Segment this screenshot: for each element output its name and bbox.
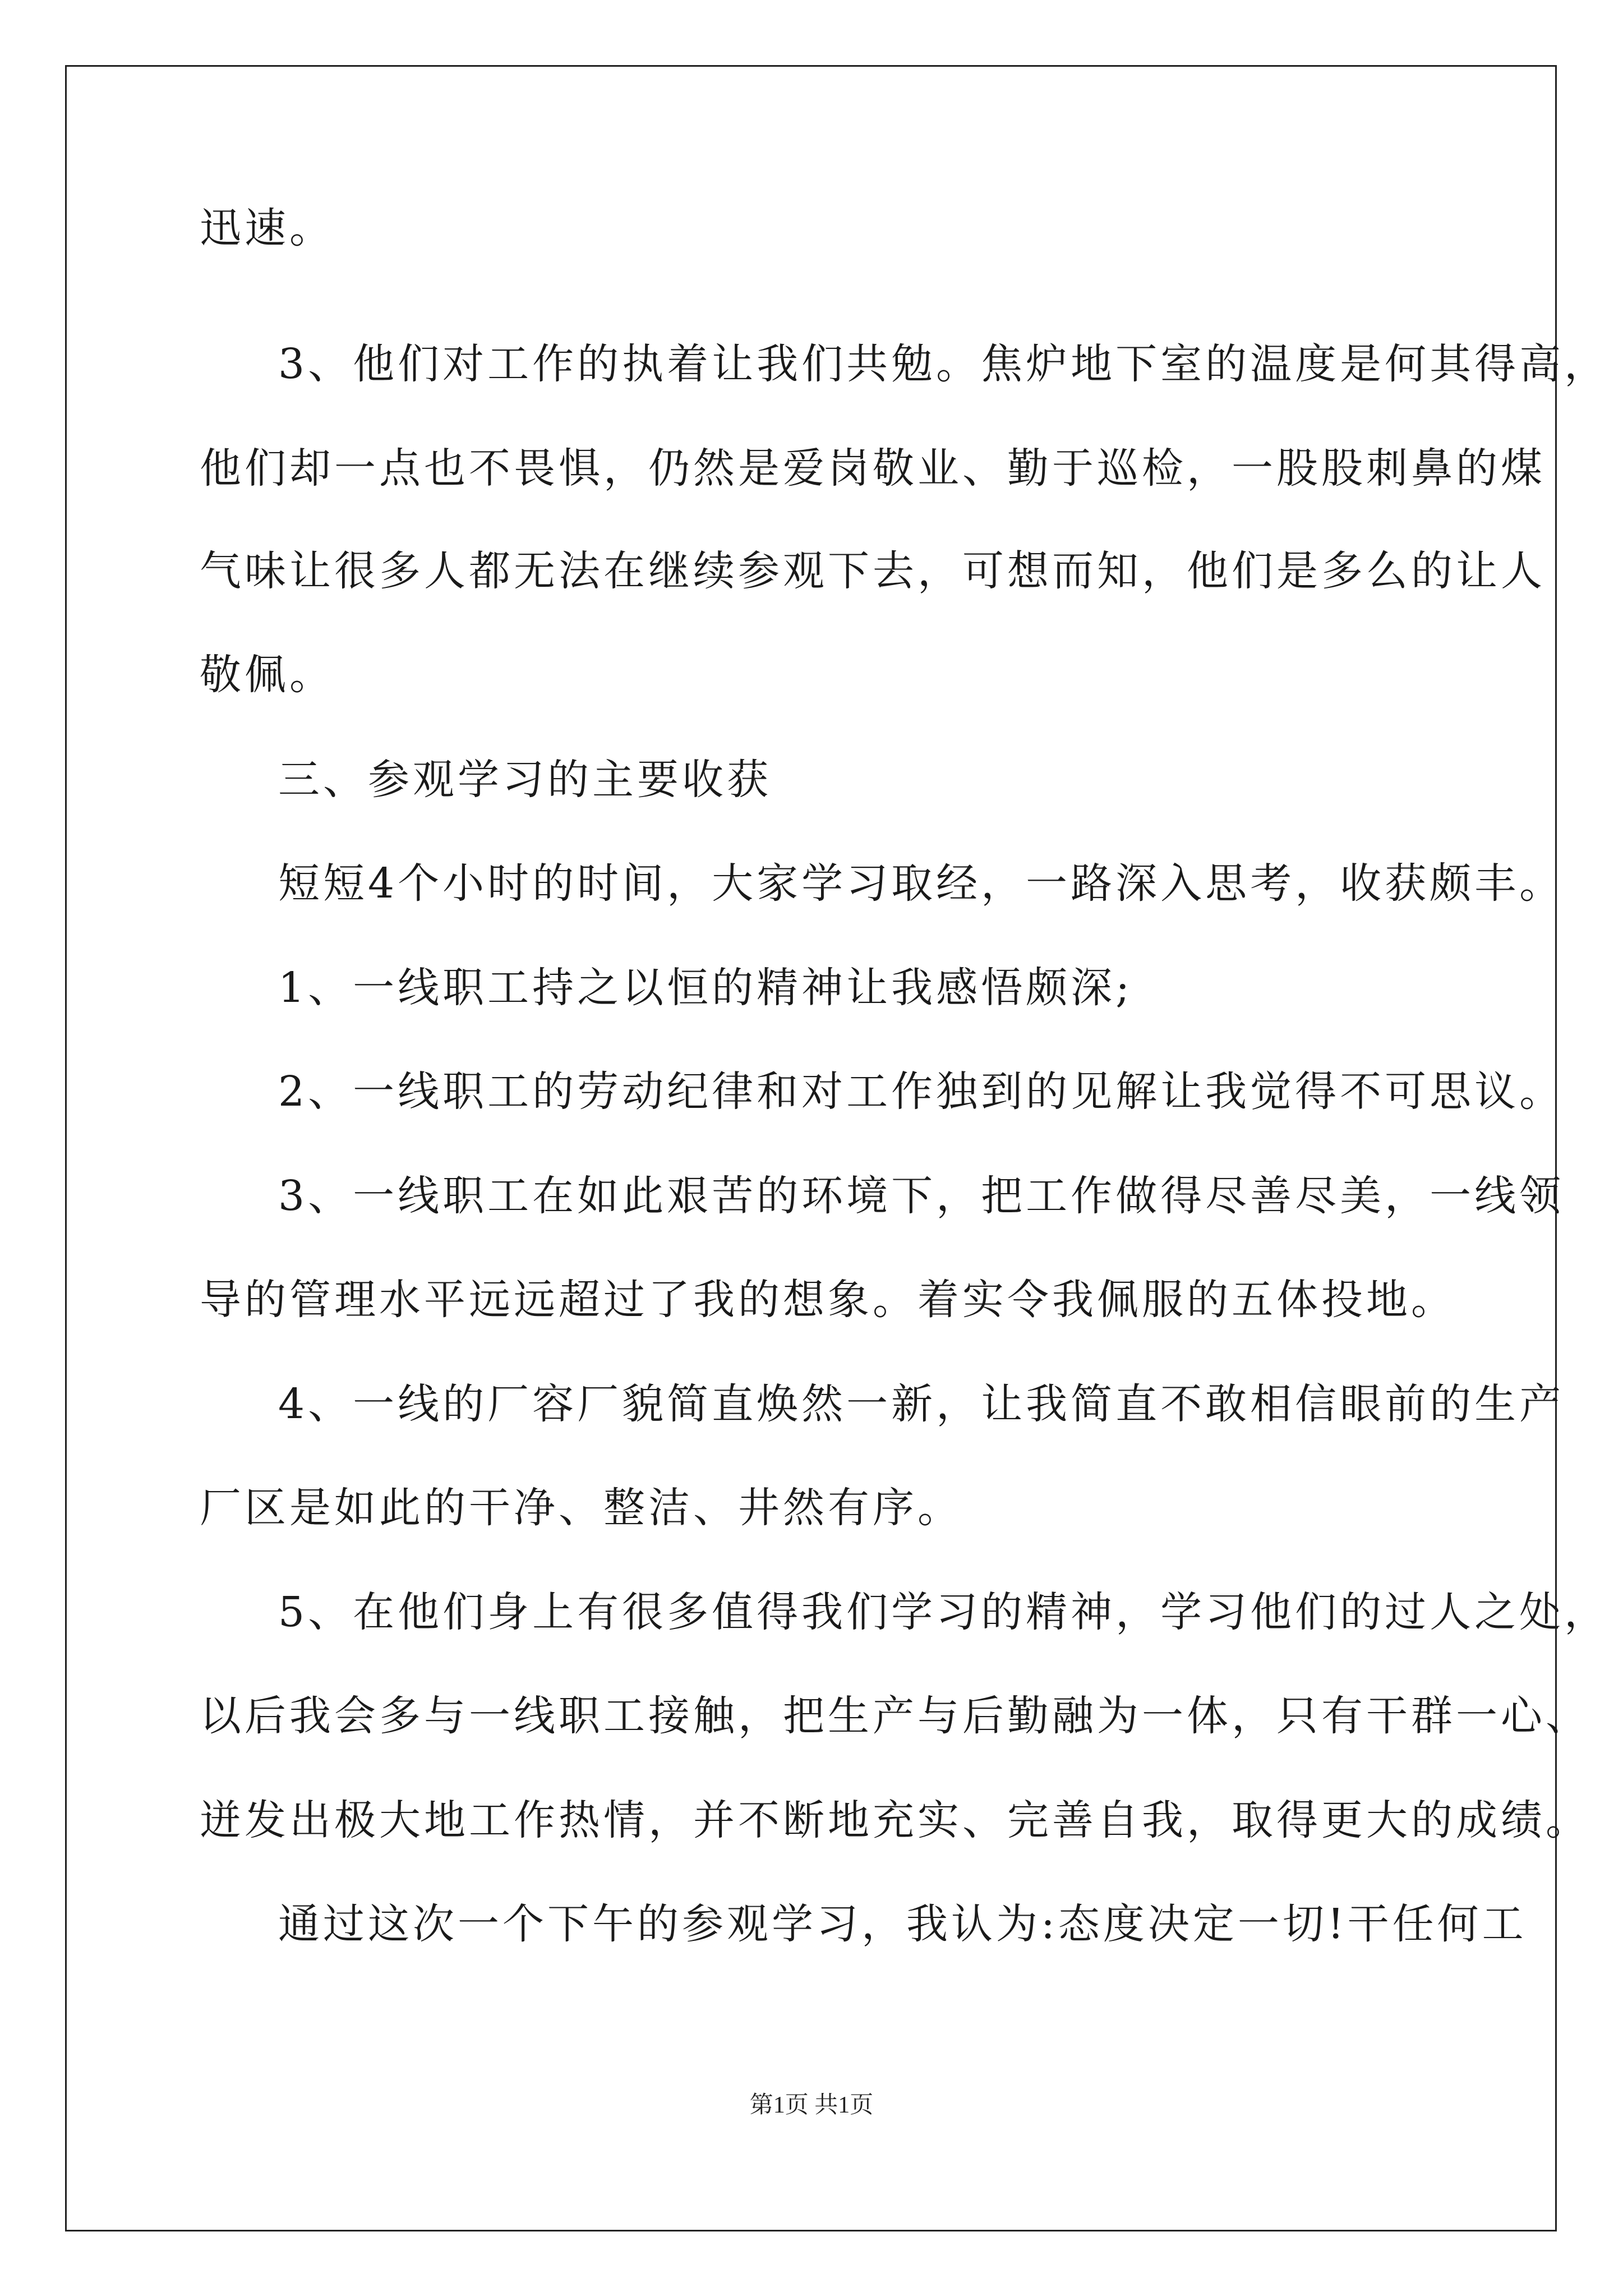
list-item: 2、一线职工的劳动纪律和对工作独到的见解让我觉得不可思议。 [278, 1068, 1565, 1116]
list-item: 1、一线职工持之以恒的精神让我感悟颇深; [278, 964, 1133, 1012]
text-line: 敬佩。 [200, 651, 334, 699]
text-line: 3、他们对工作的执着让我们共勉。焦炉地下室的温度是何其得高， [278, 340, 1610, 388]
text-line: 迅速。 [200, 204, 334, 252]
section-heading: 三、参观学习的主要收获 [278, 756, 772, 804]
text-line: 气味让很多人都无法在继续参观下去，可想而知，他们是多么的让人 [200, 547, 1546, 595]
text-line: 导的管理水平远远超过了我的想象。着实令我佩服的五体投地。 [200, 1276, 1456, 1324]
text-line: 厂区是如此的干净、整洁、井然有序。 [200, 1484, 962, 1532]
page-footer: 第1页 共1页 [749, 2092, 874, 2118]
text-line: 以后我会多与一线职工接触，把生产与后勤融为一体，只有干群一心、 [200, 1692, 1590, 1740]
text-line: 他们却一点也不畏惧，仍然是爱岗敬业、勤于巡检，一股股刺鼻的煤 [200, 444, 1546, 493]
text-line: 短短4个小时的时间，大家学习取经，一路深入思考，收获颇丰。 [278, 859, 1565, 908]
text-line: 通过这次一个下午的参观学习，我认为:态度决定一切!干任何工 [278, 1900, 1527, 1948]
list-item: 3、一线职工在如此艰苦的环境下，把工作做得尽善尽美，一线领 [278, 1172, 1565, 1220]
text-line: 迸发出极大地工作热情，并不断地充实、完善自我，取得更大的成绩。 [200, 1796, 1590, 1844]
list-item: 4、一线的厂容厂貌简直焕然一新，让我简直不敢相信眼前的生产 [278, 1380, 1565, 1428]
list-item: 5、在他们身上有很多值得我们学习的精神，学习他们的过人之处， [278, 1588, 1610, 1636]
